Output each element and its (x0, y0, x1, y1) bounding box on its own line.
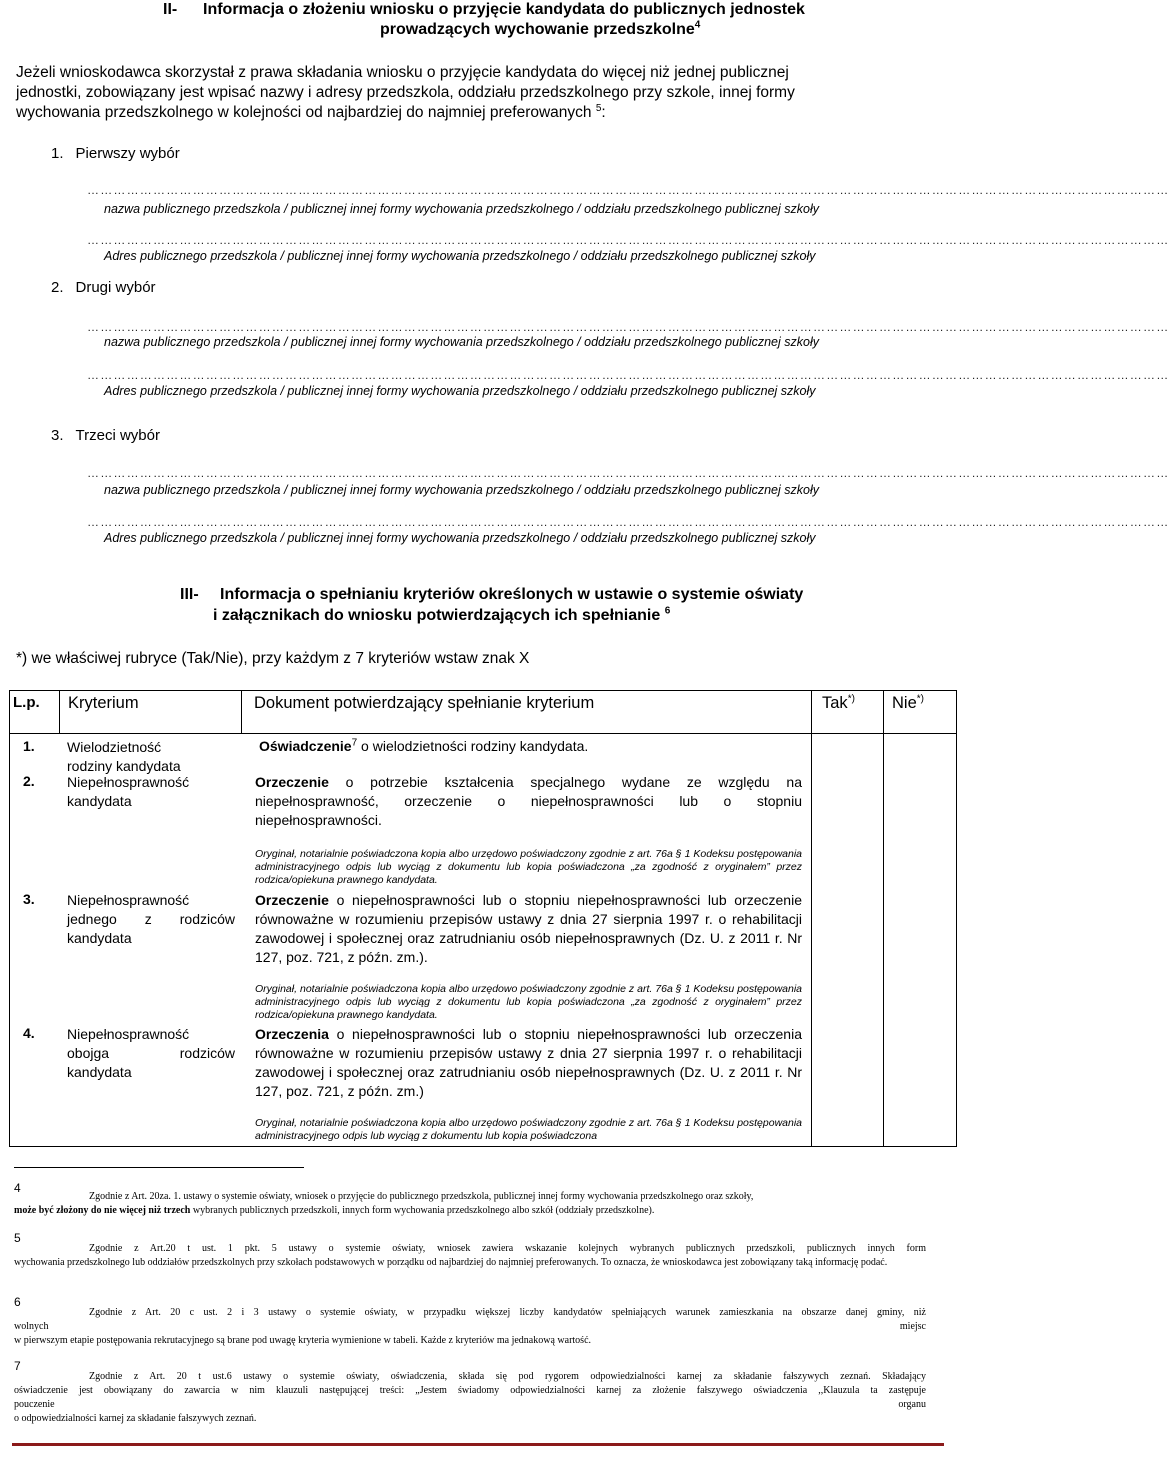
section-2-title-line1: Informacja o złożeniu wniosku o przyjęcie kandydata do publicznych jednostek (203, 1, 805, 18)
table-instruction: *) we właściwej rubryce (Tak/Nie), przy każdym z 7 kryteriów wstaw znak X (16, 650, 530, 667)
header-no: Nie*) (892, 693, 924, 712)
choice-1-address-caption: Adres publicznego przedszkola / publicznej innej formy wychowania przedszkolnego / oddziału przedszkolnego publicznej szkoły (104, 249, 816, 263)
choice-1-heading: 1. Pierwszy wybór (51, 145, 180, 162)
section-3-heading (180, 584, 880, 628)
header-criterion: Kryterium (68, 694, 139, 712)
choice-1-name-caption: nazwa publicznego przedszkola / publicznej innej formy wychowania przedszkolnego / oddziału przedszkolnego publicznej szkoły (104, 202, 819, 216)
row-2-document: Orzeczenie o potrzebie kształcenia specjalnego wydane ze względu na niepełnosprawność, orzeczenie o niepełnosprawności lub o stopniu niepełnosprawności. (255, 774, 802, 828)
choice-1-address-field[interactable]: ………………………………………………………………………………………………………………………………………………………………………………………………………………………… (87, 233, 1169, 247)
row-2-document-note: Oryginał, notarialnie poświadczona kopia albo urzędowo poświadczony zgodnie z art. 76a § 1 Kodeksu postępowania administracyjnego odpis lub wyciąg z dokumentu lub kopia poświadczona „za zgodność z oryginałem” przez rodzica/opiekuna prawnego kandydata. (255, 848, 802, 886)
choice-3-name-caption: nazwa publicznego przedszkola / publicznej innej formy wychowania przedszkolnego / oddziału przedszkolnego publicznej szkoły (104, 483, 819, 497)
footnote-ref-6[interactable]: 6 (664, 605, 671, 617)
footnote-ref-5[interactable]: 5 (595, 102, 602, 114)
footnote-separator (14, 1167, 304, 1168)
table-header-bottom-border (10, 733, 956, 734)
footnote-4-number: 4 (14, 1181, 21, 1195)
row-1-criterion: Wielodzietność rodziny kandydata (67, 739, 181, 774)
choice-3-address-field[interactable]: ………………………………………………………………………………………………………………………………………………………………………………………………………………………… (87, 515, 1169, 529)
choice-2-name-field[interactable]: ………………………………………………………………………………………………………………………………………………………………………………………………………………………… (87, 320, 1169, 334)
section-3-title-line1: Informacja o spełnianiu kryteriów określonych w ustawie o systemie oświaty (220, 586, 804, 603)
row-4-document: Orzeczenia o niepełnosprawności lub o stopniu niepełnosprawności lub orzeczenia równoważne w rozumieniu przepisów ustawy z dnia 27 sierpnia 1997 r. o rehabilitacji zawodowej i społecznej oraz zatrudnianiu osób niepełnosprawnych (Dz. U. z 2011 r. Nr 127, poz. 721, z późn. zm.) (255, 1026, 802, 1099)
footnote-5-number: 5 (14, 1231, 21, 1245)
choice-2-address-caption: Adres publicznego przedszkola / publicznej innej formy wychowania przedszkolnego / oddziału przedszkolnego publicznej szkoły (104, 384, 816, 398)
header-lp: L.p. (13, 694, 40, 711)
section-2-number: II- (163, 1, 178, 18)
footnote-6: Zgodnie z Art. 20 c ust. 2 i 3 ustawy o systemie oświaty, w przypadku większej liczby kandydatów spełniających warunek zamieszkania na obszarze danej gminy, niż wolnych miejsc w pierwszym etapie postępowania rekrutacyjnego są brane pod uwagę kryteria wymienione w tabeli. Każde z kryteriów ma jednakową wartość. (14, 1307, 926, 1346)
section-3-title-line2: i załącznikach do wniosku potwierdzających ich spełnianie $^6$ (213, 605, 671, 624)
row-1-number: 1. (23, 738, 35, 754)
section-2-title-line2: prowadzących wychowanie przedszkolne$^4$ (380, 19, 701, 38)
choice-1-name-field[interactable]: ………………………………………………………………………………………………………………………………………………………………………………………………………………………… (87, 183, 1169, 197)
table-header-divider (241, 691, 242, 733)
choice-2-address-field[interactable]: ………………………………………………………………………………………………………………………………………………………………………………………………………………………… (87, 368, 1169, 382)
row-2-criterion: Niepełnosprawność kandydata (67, 774, 190, 809)
row-4-document-note: Oryginał, notarialnie poświadczona kopia albo urzędowo poświadczony zgodnie z art. 76a § 1 Kodeksu postępowania administracyjnego odpis lub wyciąg z dokumentu lub kopia poświadczona (255, 1117, 802, 1142)
criteria-table (9, 690, 957, 1147)
intro-line-2: jednostki, zobowiązany jest wpisać nazwy i adresy przedszkola, oddziału przedszkolnego przy szkole, innej formy (16, 84, 795, 101)
footnote-6-number: 6 (14, 1295, 21, 1309)
row-2-number: 2. (23, 773, 35, 789)
intro-line-1: Jeżeli wnioskodawca skorzystał z prawa składania wniosku o przyjęcie kandydata do więcej niż jednej publicznej (16, 64, 789, 81)
choice-2-name-caption: nazwa publicznego przedszkola / publicznej innej formy wychowania przedszkolnego / oddziału przedszkolnego publicznej szkoły (104, 335, 819, 349)
intro-paragraph (16, 63, 946, 123)
page-footer-bar (12, 1443, 944, 1446)
choice-3-name-field[interactable]: ………………………………………………………………………………………………………………………………………………………………………………………………………………………… (87, 466, 1169, 480)
footnote-ref-4[interactable]: 4 (694, 19, 701, 31)
row-3-document-note: Oryginał, notarialnie poświadczona kopia albo urzędowo poświadczony zgodnie z art. 76a § 1 Kodeksu postępowania administracyjnego odpis lub wyciąg z dokumentu lub kopia poświadczona „za zgodność z oryginałem” przez rodzica/opiekuna prawnego kandydata. (255, 983, 802, 1021)
table-column-divider-yes (811, 691, 812, 1146)
row-3-document: Orzeczenie o niepełnosprawności lub o stopniu niepełnosprawności lub orzeczenie równoważne w rozumieniu przepisów ustawy z dnia 27 sierpnia 1997 r. o rehabilitacji zawodowej i społecznej oraz zatrudnianiu osób niepełnosprawnych (Dz. U. z 2011 r. Nr 127, poz. 721, z późn. zm.). (255, 892, 802, 965)
row-3-criterion: Niepełnosprawność jednego z rodziców kandydata (67, 892, 235, 946)
row-4-number: 4. (23, 1025, 35, 1041)
footnote-5: Zgodnie z Art.20 t ust. 1 pkt. 5 ustawy o systemie oświaty, wniosek zawiera wskazanie kolejnych wybranych publicznych przedszkoli, publicznych innych form wychowania przedszkolnego lub oddziałów przedszkolnych przy szkołach podstawowych w porządku od najbardziej do najmniej preferowanych. To oznacza, że wnioskodawca jest zobowiązany taką informację podać. (14, 1243, 926, 1268)
row-1-document: Oświadczenie$^7$ o wielodzietności rodziny kandydata. (259, 737, 589, 754)
footnote-7: Zgodnie z Art. 20 t ust.6 ustawy o systemie oświaty, oświadczenia, składa się pod rygorem odpowiedzialności karnej za składanie fałszywych zeznań. Składający oświadczenie jest obowiązany do zawarcia w nim klauzuli następującej treści: „Jestem świadomy odpowiedzialności karnej za złożenie fałszywego oświadczenia ,,Klauzula ta zastępuje pouczenie organu o odpowiedzialności karnej za składanie fałszywych zeznań. (14, 1371, 926, 1424)
header-document: Dokument potwierdzający spełnianie kryterium (254, 694, 595, 712)
choice-2-heading: 2. Drugi wybór (51, 279, 156, 296)
choice-3-heading: 3. Trzeci wybór (51, 427, 160, 444)
table-column-divider-no (883, 691, 884, 1146)
row-4-criterion: Niepełnosprawność obojga rodziców kandydata (67, 1026, 235, 1080)
row-3-number: 3. (23, 891, 35, 907)
footnote-4: Zgodnie z Art. 20za. 1. ustawy o systemie oświaty, wniosek o przyjęcie do publicznego przedszkola, publicznej innej formy wychowania przedszkolnego oraz szkoły, może być złożony do nie więcej niż trzech wybranych publicznych przedszkoli, innych form wychowania przedszkolnego albo szkół (oddziały przedszkolne). (14, 1191, 754, 1216)
intro-line-3: wychowania przedszkolnego w kolejności od najbardziej do najmniej preferowanych $^5$: (16, 102, 606, 121)
footnote-7-number: 7 (14, 1359, 21, 1373)
header-yes: Tak*) (822, 693, 855, 712)
choice-3-address-caption: Adres publicznego przedszkola / publicznej innej formy wychowania przedszkolnego / oddziału przedszkolnego publicznej szkoły (104, 531, 816, 545)
section-3-number: III- (180, 586, 199, 603)
table-header-divider (59, 691, 60, 733)
